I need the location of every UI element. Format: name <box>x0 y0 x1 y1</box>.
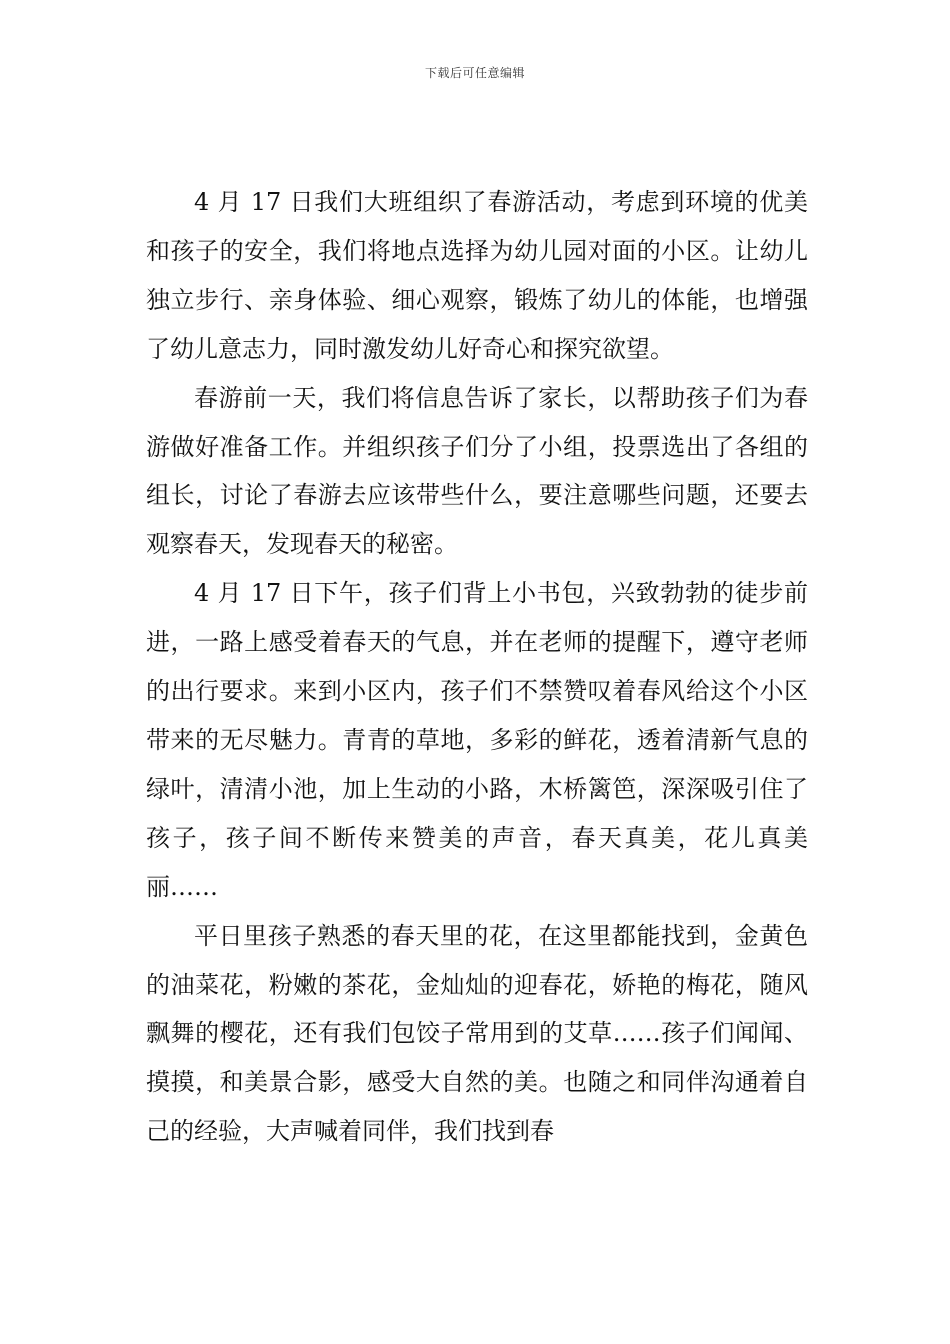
paragraph: 春游前一天，我们将信息告诉了家长，以帮助孩子们为春游做好准备工作。并组织孩子们分了小组，投票选出了各组的组长，讨论了春游去应该带些什么，要注意哪些问题，还要去观察春天，发现春天的秘密。 <box>146 383 808 559</box>
page-header: 下载后可任意编辑 <box>424 66 525 80</box>
paragraph: 4 月 17 日我们大班组织了春游活动，考虑到环境的优美和孩子的安全，我们将地点选择为幼儿园对面的小区。让幼儿独立步行、亲身体验、细心观察，锻炼了幼儿的体能，也增强了幼儿意志力，同时激发幼儿好奇心和探究欲望。 <box>146 188 808 363</box>
paragraph: 4 月 17 日下午，孩子们背上小书包，兴致勃勃的徒步前进，一路上感受着春天的气息，并在老师的提醒下，遵守老师的出行要求。来到小区内，孩子们不禁赞叹着春风给这个小区带来的无尽魅力。青青的草地，多彩的鲜花，透着清新气息的绿叶，清清小池，加上生动的小路，木桥篱笆，深深吸引住了孩子，孩子间不断传来赞美的声音，春天真美，花儿真美丽…… <box>146 579 808 901</box>
document-body <box>146 178 808 1156</box>
paragraph: 平日里孩子熟悉的春天里的花，在这里都能找到，金黄色的油菜花，粉嫩的茶花，金灿灿的迎春花，娇艳的梅花，随风飘舞的樱花，还有我们包饺子常用到的艾草……孩子们闻闻、摸摸，和美景合影，感受大自然的美。也随之和同伴沟通着自己的经验，大声喊着同伴，我们找到春 <box>146 921 808 1146</box>
